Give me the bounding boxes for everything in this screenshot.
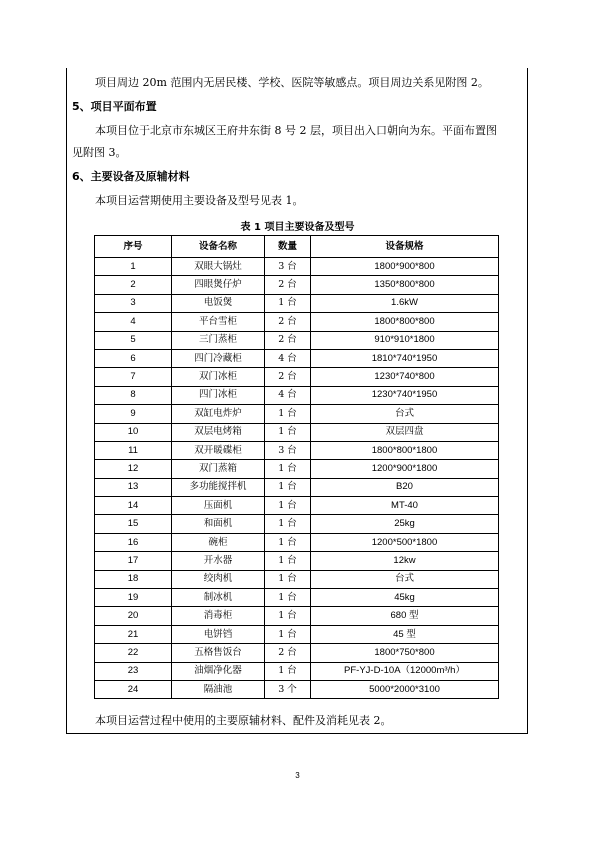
table-row [95, 276, 499, 294]
cell-index: 13 [95, 478, 172, 496]
cell-quantity: 1 台 [265, 460, 311, 478]
table-row [95, 349, 499, 367]
cell-quantity: 1 台 [265, 405, 311, 423]
table-row [95, 552, 499, 570]
cell-quantity: 1 台 [265, 662, 311, 680]
cell-name: 绞肉机 [172, 570, 265, 588]
table-row [95, 368, 499, 386]
cell-spec: 1800*800*800 [311, 313, 499, 331]
cell-spec: 25kg [311, 515, 499, 533]
cell-quantity: 1 台 [265, 552, 311, 570]
table-caption: 表 1 项目主要设备及型号 [240, 222, 355, 233]
cell-spec: B20 [311, 478, 499, 496]
cell-spec: 1200*900*1800 [311, 460, 499, 478]
cell-spec: 1800*900*800 [311, 258, 499, 276]
cell-index: 16 [95, 533, 172, 551]
cell-index: 19 [95, 589, 172, 607]
cell-spec: 台式 [311, 570, 499, 588]
cell-quantity: 2 台 [265, 276, 311, 294]
cell-quantity: 1 台 [265, 570, 311, 588]
table-row [95, 570, 499, 588]
table-row [95, 386, 499, 404]
table-row [95, 662, 499, 680]
table-row [95, 497, 499, 515]
cell-spec: 1800*800*1800 [311, 441, 499, 459]
cell-index: 10 [95, 423, 172, 441]
cell-quantity: 2 台 [265, 368, 311, 386]
cell-spec: 1230*740*1950 [311, 386, 499, 404]
cell-index: 4 [95, 313, 172, 331]
cell-name: 和面机 [172, 515, 265, 533]
cell-name: 双门蒸箱 [172, 460, 265, 478]
cell-quantity: 2 台 [265, 644, 311, 662]
table-row [95, 589, 499, 607]
cell-name: 消毒柜 [172, 607, 265, 625]
table-row [95, 625, 499, 643]
cell-name: 电饼铛 [172, 625, 265, 643]
table-row [95, 331, 499, 349]
cell-spec: 1810*740*1950 [311, 349, 499, 367]
paragraph-equipment-intro: 本项目运营期使用主要设备及型号见表 1。 [95, 194, 304, 207]
cell-quantity: 4 台 [265, 386, 311, 404]
cell-index: 3 [95, 294, 172, 312]
heading-equipment: 6、主要设备及原辅材料 [72, 170, 190, 183]
cell-quantity: 2 台 [265, 331, 311, 349]
cell-spec: 双层四盘 [311, 423, 499, 441]
cell-name: 碗柜 [172, 533, 265, 551]
cell-spec: 680 型 [311, 607, 499, 625]
cell-quantity: 1 台 [265, 625, 311, 643]
header-name: 设备名称 [172, 236, 265, 258]
table-row [95, 294, 499, 312]
cell-quantity: 1 台 [265, 294, 311, 312]
cell-name: 四门冷藏柜 [172, 349, 265, 367]
cell-index: 6 [95, 349, 172, 367]
cell-quantity: 2 台 [265, 313, 311, 331]
table-row [95, 515, 499, 533]
cell-spec: 5000*2000*3100 [311, 680, 499, 698]
cell-index: 11 [95, 441, 172, 459]
cell-quantity: 3 台 [265, 258, 311, 276]
table-row [95, 441, 499, 459]
table-row [95, 644, 499, 662]
cell-name: 双开暖碟柜 [172, 441, 265, 459]
table-row [95, 405, 499, 423]
paragraph-materials-intro: 本项目运营过程中使用的主要原辅材料、配件及消耗见表 2。 [95, 714, 392, 727]
cell-spec: MT-40 [311, 497, 499, 515]
table-row [95, 460, 499, 478]
table-row [95, 478, 499, 496]
cell-index: 1 [95, 258, 172, 276]
cell-quantity: 1 台 [265, 533, 311, 551]
table-row [95, 533, 499, 551]
paragraph-location-line2: 见附图 3。 [72, 146, 127, 159]
cell-quantity: 3 台 [265, 441, 311, 459]
table-row [95, 313, 499, 331]
cell-name: 四门冰柜 [172, 386, 265, 404]
cell-index: 9 [95, 405, 172, 423]
cell-quantity: 1 台 [265, 423, 311, 441]
table-row [95, 423, 499, 441]
cell-name: 双层电烤箱 [172, 423, 265, 441]
cell-spec: 12kw [311, 552, 499, 570]
cell-quantity: 3 个 [265, 680, 311, 698]
cell-index: 12 [95, 460, 172, 478]
cell-spec: 1200*500*1800 [311, 533, 499, 551]
cell-index: 14 [95, 497, 172, 515]
cell-name: 平台雪柜 [172, 313, 265, 331]
cell-spec: 45kg [311, 589, 499, 607]
cell-quantity: 1 台 [265, 515, 311, 533]
cell-index: 24 [95, 680, 172, 698]
cell-name: 制冰机 [172, 589, 265, 607]
table-row [95, 607, 499, 625]
cell-index: 2 [95, 276, 172, 294]
paragraph-location-line1: 本项目位于北京市东城区王府井东街 8 号 2 层，项目出入口朝向为东。平面布置图 [95, 124, 497, 137]
cell-name: 五格售饭台 [172, 644, 265, 662]
equipment-table [94, 235, 499, 699]
cell-quantity: 1 台 [265, 589, 311, 607]
cell-index: 17 [95, 552, 172, 570]
table-row [95, 258, 499, 276]
cell-name: 压面机 [172, 497, 265, 515]
cell-spec: 1350*800*800 [311, 276, 499, 294]
cell-spec: 1800*750*800 [311, 644, 499, 662]
cell-index: 18 [95, 570, 172, 588]
page-number: 3 [295, 771, 300, 780]
cell-quantity: 1 台 [265, 478, 311, 496]
cell-spec: 台式 [311, 405, 499, 423]
cell-index: 22 [95, 644, 172, 662]
table-header-row [95, 236, 499, 258]
cell-name: 双眼大锅灶 [172, 258, 265, 276]
paragraph-surroundings: 项目周边 20m 范围内无居民楼、学校、医院等敏感点。项目周边关系见附图 2。 [95, 76, 489, 89]
cell-name: 双门冰柜 [172, 368, 265, 386]
cell-quantity: 4 台 [265, 349, 311, 367]
cell-index: 21 [95, 625, 172, 643]
cell-name: 隔油池 [172, 680, 265, 698]
cell-spec: 1.6kW [311, 294, 499, 312]
heading-layout: 5、项目平面布置 [72, 100, 157, 113]
header-spec: 设备规格 [311, 236, 499, 258]
cell-name: 电饭煲 [172, 294, 265, 312]
table-row [95, 680, 499, 698]
cell-quantity: 1 台 [265, 607, 311, 625]
header-quantity: 数量 [265, 236, 311, 258]
cell-index: 7 [95, 368, 172, 386]
header-index: 序号 [95, 236, 172, 258]
cell-index: 5 [95, 331, 172, 349]
cell-spec: 45 型 [311, 625, 499, 643]
cell-name: 油烟净化器 [172, 662, 265, 680]
cell-index: 8 [95, 386, 172, 404]
cell-index: 23 [95, 662, 172, 680]
cell-spec: 1230*740*800 [311, 368, 499, 386]
cell-index: 20 [95, 607, 172, 625]
cell-spec: 910*910*1800 [311, 331, 499, 349]
cell-quantity: 1 台 [265, 497, 311, 515]
cell-name: 双缸电炸炉 [172, 405, 265, 423]
cell-name: 开水器 [172, 552, 265, 570]
cell-index: 15 [95, 515, 172, 533]
cell-spec: PF-YJ-D-10A（12000m³/h） [311, 662, 499, 680]
cell-name: 四眼煲仔炉 [172, 276, 265, 294]
cell-name: 多功能搅拌机 [172, 478, 265, 496]
cell-name: 三门蒸柜 [172, 331, 265, 349]
